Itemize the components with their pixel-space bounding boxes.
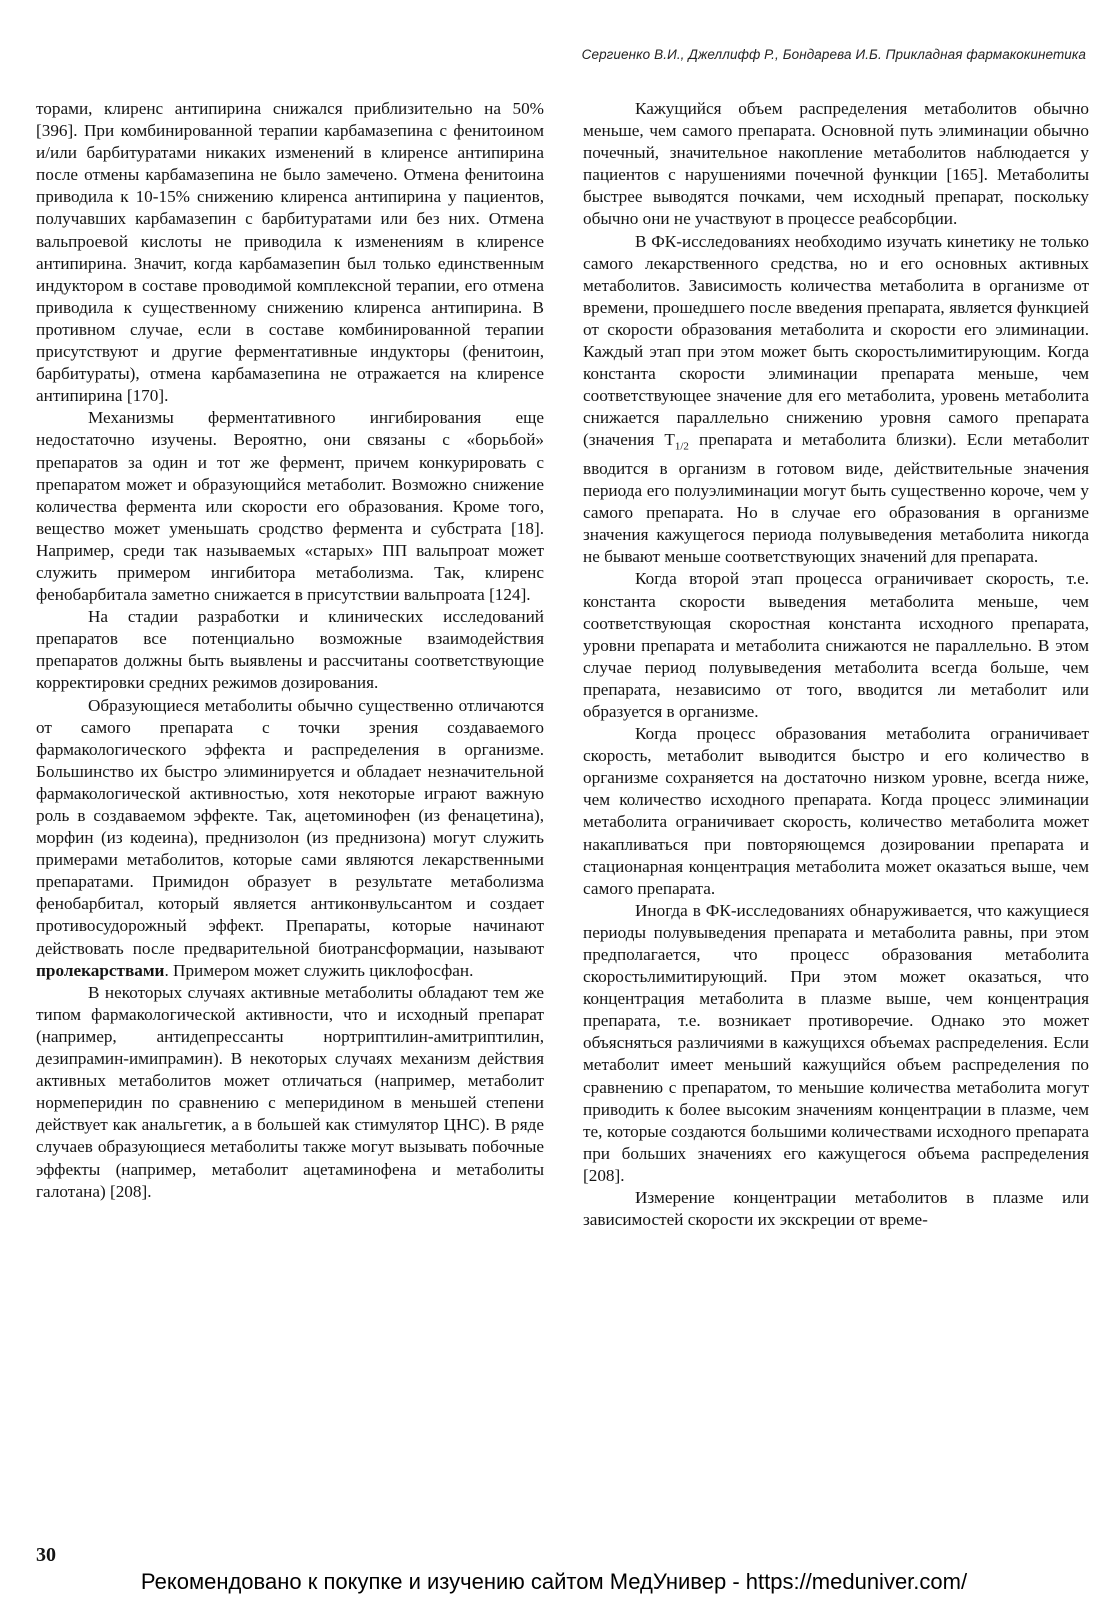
left-column xyxy=(36,98,544,1203)
paragraph xyxy=(36,695,544,982)
page-number: 30 xyxy=(36,1544,56,1566)
paragraph: торами, клиренс антипирина снижался приблизительно на 50% [396]. При комбинированной терапии карбамазепина с фенитоином и/или барбитуратами никаких изменений в клиренсе антипирина после отмены карбамазепина не было замечено. Отмена фенитоина приводила к 10-15% снижению клиренса антипирина у пациентов, получавших карбамазепин с барбитуратами или без них. Отмена вальпроевой кислоты не приводила к изменениям в клиренсе антипирина. Значит, когда карбамазепин был только единственным индуктором в составе проводимой комплексной терапии, его отмена приводила к существенному снижению клиренса антипирина. В противном случае, если в составе комбинированной терапии присутствуют и другие ферментативные индукторы (фенитоин, барбитураты), отмена карбамазепина не отражается на клиренсе антипирина [170]. xyxy=(36,99,544,406)
paragraph-text: препарата и метаболита близки). Если метаболит вводится в организм в готовом виде, действительные значения периода его полуэлиминации могут быть существенно короче, чем у самого препарата. Но в случае его образования в организме значения кажущегося периода полувыведения метаболита никогда не бывают меньше соответствующих значений для препарата. xyxy=(583,430,1089,567)
paragraph: Когда второй этап процесса ограничивает скорость, т.е. константа скорости выведения метаболита меньше, чем соответствующая скоростная константа исходного препарата, уровни препарата и метаболита снижаются не параллельно. В этом случае период полувыведения метаболита всегда больше, чем препарата, независимо от того, вводится ли метаболит или образуется в организме. xyxy=(583,569,1089,721)
running-head: Сергиенко В.И., Джеллифф Р., Бондарева И.Б. Прикладная фармакокинетика xyxy=(581,47,1086,62)
paragraph: В некоторых случаях активные метаболиты обладают тем же типом фармакологической активности, что и исходный препарат (например, антидепрессанты нортриптилин-амитриптилин, дезипрамин-имипрамин). В некоторых случаях механизм действия активных метаболитов может отличаться (например, метаболит нормеперидин по сравнению с меперидином в меньшей степени действует как анальгетик, а в большей как стимулятор ЦНС). В ряде случаев образующиеся метаболиты также могут вызывать побочные эффекты (например, метаболит ацетаминофена и метаболиты галотана) [208]. xyxy=(36,982,544,1201)
paragraph-text: В ФК-исследованиях необходимо изучать кинетику не только самого лекарственного средства, но и его основных активных метаболитов. Зависимость количества метаболита в организме от времени, прошедшего после введения препарата, является функцией от скорости образования метаболита и скорости его элиминации. Каждый этап при этом может быть скоростьлимитирующим. Когда константа скорости элиминации препарата меньше, чем соответствующее значение для его метаболита, уровень метаболита снижается параллельно снижению уровня самого препарата (значения T xyxy=(583,231,1089,450)
subscript: 1/2 xyxy=(674,440,689,453)
paragraph: Когда процесс образования метаболита ограничивает скорость, метаболит выводится быстро и его количество в организме сохраняется на достаточно низком уровне, всегда ниже, чем количество исходного препарата. Когда процесс элиминации метаболита ограничивает скорость, количество метаболита может накапливаться при повторяющемся дозировании препарата и стационарная концентрация метаболита может оказаться выше, чем самого препарата. xyxy=(583,724,1089,898)
footer-note: Рекомендовано к покупке и изучению сайтом МедУнивер - https://meduniver.com/ xyxy=(140,1569,968,1594)
paragraph: Измерение концентрации метаболитов в плазме или зависимостей скорости их экскреции от време- xyxy=(583,1188,1089,1230)
bold-term: пролекарствами xyxy=(36,960,165,980)
paragraph-text: . Примером может служить циклофосфан. xyxy=(164,960,474,980)
paragraph: Механизмы ферментативного ингибирования еще недостаточно изучены. Вероятно, они связаны с «борьбой» препаратов за один и тот же фермент, причем конкурировать с препаратом может и образующийся метаболит. Возможно снижение количества фермента или скорости его образования. Кроме того, вещество может уменьшать сродство фермента и субстрата [18]. Например, среди так называемых «старых» ПП вальпроат может служить примером ингибитора метаболизма. Так, клиренс фенобарбитала заметно снижается в присутствии вальпроата [124]. xyxy=(36,408,544,605)
right-column xyxy=(583,98,1089,1231)
paragraph: На стадии разработки и клинических исследований препаратов все потенциально возможные взаимодействия препаратов должны быть выявлены и рассчитаны соответствующие корректировки средних режимов дозирования. xyxy=(36,607,544,693)
paragraph: Кажущийся объем распределения метаболитов обычно меньше, чем самого препарата. Основной путь элиминации обычно почечный, значительное накопление метаболитов наблюдается у пациентов с нарушениями почечной функции [165]. Метаболиты быстрее выводятся почками, чем исходный препарат, поскольку обычно они не участвуют в процессе реабсорбции. xyxy=(583,99,1089,229)
paragraph: Иногда в ФК-исследованиях обнаруживается, что кажущиеся периоды полувыведения препарата и метаболита равны, при этом предполагается, что процесс образования метаболита скоростьлимитирующий. При этом может оказаться, что концентрация метаболита в плазме выше, чем концентрация препарата, т.е. возникает противоречие. Однако это может объясняться различиями в кажущихся объемах распределения. Если метаболит имеет меньший кажущийся объем распределения по сравнению с препаратом, то меньшие количества метаболита могут приводить к более высоким значениям концентрации в плазме, чем те, которые создаются большими количествами исходного препарата при больших значениях его кажущегося объема распределения [208]. xyxy=(583,900,1089,1185)
paragraph-text: Образующиеся метаболиты обычно существенно отличаются от самого препарата с точки зрения создаваемого фармакологического эффекта и распределения в организме. Большинство их быстро элиминируется и обладает незначительной фармакологической активностью, хотя некоторые играют важную роль в создаваемом эффекте. Так, ацетоминофен (из фенацетина), морфин (из кодеина), преднизолон (из преднизона) могут служить примерами метаболитов, которые сами являются лекарственными препаратами. Примидон образует в результате метаболизма фенобарбитал, который является антиконвульсантом и создает противосудорожный эффект. Препараты, которые начинают действовать после предварительной биотрансформации, называют xyxy=(36,695,544,958)
paragraph xyxy=(583,231,1089,569)
